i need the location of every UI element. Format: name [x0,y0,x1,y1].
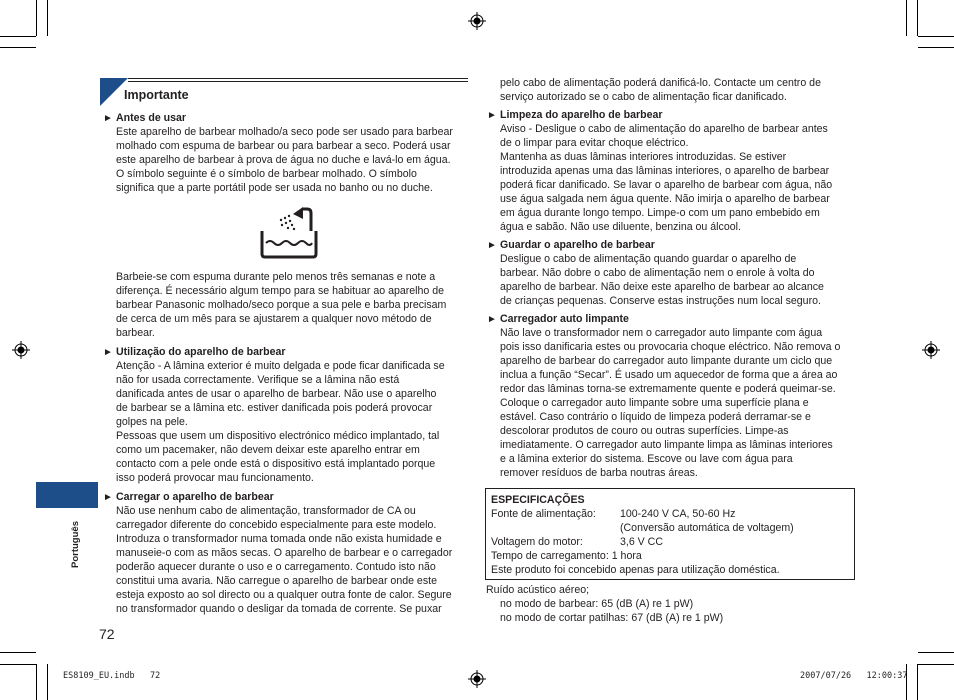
crop-mark [918,664,954,665]
crop-mark [917,664,918,700]
registration-mark-icon [12,341,30,359]
shower-bath-icon [259,207,321,259]
crop-mark [47,664,48,700]
crop-mark [36,664,37,700]
page-title: Importante [124,88,189,102]
specifications-box [485,488,855,580]
section-title: ► Antes de usar [103,112,187,124]
crop-mark [0,47,36,48]
crop-mark [917,0,918,36]
language-label: Português [70,521,81,568]
page-number: 72 [99,626,115,642]
spec-row: Voltagem do motor: 3,6 V CC [491,536,663,548]
registration-mark-icon [468,12,486,30]
section-title: ► Guardar o aparelho de barbear [487,239,655,251]
paragraph: Este aparelho de barbear molhado/a seco pode ser usado para barbear molhado com espuma de barbear ou para barbear a seco. Poderá usar este aparelho de barbear à prova de água no duche e lavá-lo em água. O símbolo seguinte é o símbolo de barbear molhado. O símbolo significa que a parte portátil pode ser usada no banho ou no duche. [116,126,453,194]
crop-mark [0,664,36,665]
section-title: ► Carregador auto limpante [487,313,629,325]
paragraph: Barbeie-se com espuma durante pelo menos três semanas e note a diferença. É necessário algum tempo para se habituar ao aparelho de barbear Panasonic molhado/seco porque a sua pele e barba precisam de cerca de um mês para se ajustarem a qualquer novo método de barbear. [116,271,447,339]
registration-mark-icon [468,670,486,688]
noise-title: Ruído acústico aéreo; [486,584,590,596]
paragraph: pelo cabo de alimentação poderá danificá-lo. Contacte um centro de serviço autorizado se o cabo de alimentação ficar danificado. [500,77,821,103]
specs-title: ESPECIFICAÇÕES [491,494,585,506]
paragraph: Não use nenhum cabo de alimentação, transformador de CA ou carregador diferente do concebido especialmente para este modelo. Introduza o transformador numa tomada onde não exista humidade e manuseie-o com as mãos secas. O aparelho de barbear e o carregador poderão aquecer durante o uso e o carregamento. Contudo isto não constitui uma avaria. Não carregue o aparelho de barbear onde este esteja exposto ao sol directo ou a qualquer outra fonte de calor. Segure no transformador quando o desligar da tomada de corrente. Se puxar [116,505,453,615]
crop-mark [0,36,36,37]
paragraph: Aviso - Desligue o cabo de alimentação do aparelho de barbear antes de o limpar para evitar choque eléctrico. Mantenha as duas lâminas interiores introduzidas. Se estiver introduzida apenas uma das lâminas interiores, o aparelho de barbear poderá ficar danificado. Se lavar o aparelho de barbear com água, não use água salgada nem água quente. Não imirja o aparelho de barbear em água durante longo tempo. Limpe-o com um pano embebido em água e sabão. Não use diluente, benzina ou álcool. [500,123,833,233]
section-title: ► Limpeza do aparelho de barbear [487,109,663,121]
registration-mark-icon [922,341,940,359]
spec-row: Este produto foi concebido apenas para utilização doméstica. [491,564,780,576]
noise-line: no modo de barbear: 65 (dB (A) re 1 pW) [500,598,694,610]
paragraph: Não lave o transformador nem o carregador auto limpante com água pois isso danificaria estes ou provocaria choque eléctrico. Não remova o aparelho de barbear do carregador auto limpante durante um ciclo que inclua a função “Secar”. É usado um aquecedor de forma que a área ao redor das lâminas torna-se extremamente quente e poderá queimar-se. Coloque o carregador auto limpante sobre uma superfície plana e estável. Caso contrário o líquido de limpeza poderá derramar-se e descolorar produtos de couro ou outras superfícies. Limpe-as imediatamente. O carregador auto limpante limpa as lâminas interiores e a lâmina exterior do sistema. Escove ou lave com água para remover resíduos de barba noutras áreas. [500,327,841,479]
spec-row: (Conversão automática de voltagem) [620,522,794,534]
crop-mark [918,47,954,48]
paragraph: Atenção - A lâmina exterior é muito delgada e pode ficar danificada se não for usada correctamente. Verifique se a lâmina não está danificada antes de usar o aparelho de barbear. Não use o aparelho de barbear se a lâmina etc. estiver danificada pois poderá provocar golpes na pele. Pessoas que usem um dispositivo electrónico médico implantado, tal como um pacemaker, não devem deixar este aparelho entrar em contacto com a pele onde está o dispositivo está implantado porque isso poderá provocar mau funcionamento. [116,360,445,484]
spec-row: Fonte de alimentação: 100-240 V CA, 50-60 Hz [491,508,736,520]
language-tab [36,482,98,508]
crop-mark [36,0,37,36]
crop-mark [0,652,36,653]
crop-mark [918,652,954,653]
section-title: ► Carregar o aparelho de barbear [103,491,274,503]
section-header [100,78,468,106]
crop-mark [918,36,954,37]
noise-line: no modo de cortar patilhas: 67 (dB (A) re 1 pW) [500,612,724,624]
footer-file: ES8109_EU.indb 72 [63,671,161,681]
section-title: ► Utilização do aparelho de barbear [103,346,286,358]
spec-row: Tempo de carregamento: 1 hora [491,550,642,562]
crop-mark [47,0,48,36]
paragraph: Desligue o cabo de alimentação quando guardar o aparelho de barbear. Não dobre o cabo de alimentação nem o enrole à volta do aparelho de barbear. Não deixe este aparelho de barbear ao alcance de crianças pequenas. Conserve estas instruções num local seguro. [500,253,824,307]
footer-timestamp: 2007/07/26 12:00:37 [800,671,908,681]
crop-mark [906,664,907,700]
crop-mark [906,0,907,36]
